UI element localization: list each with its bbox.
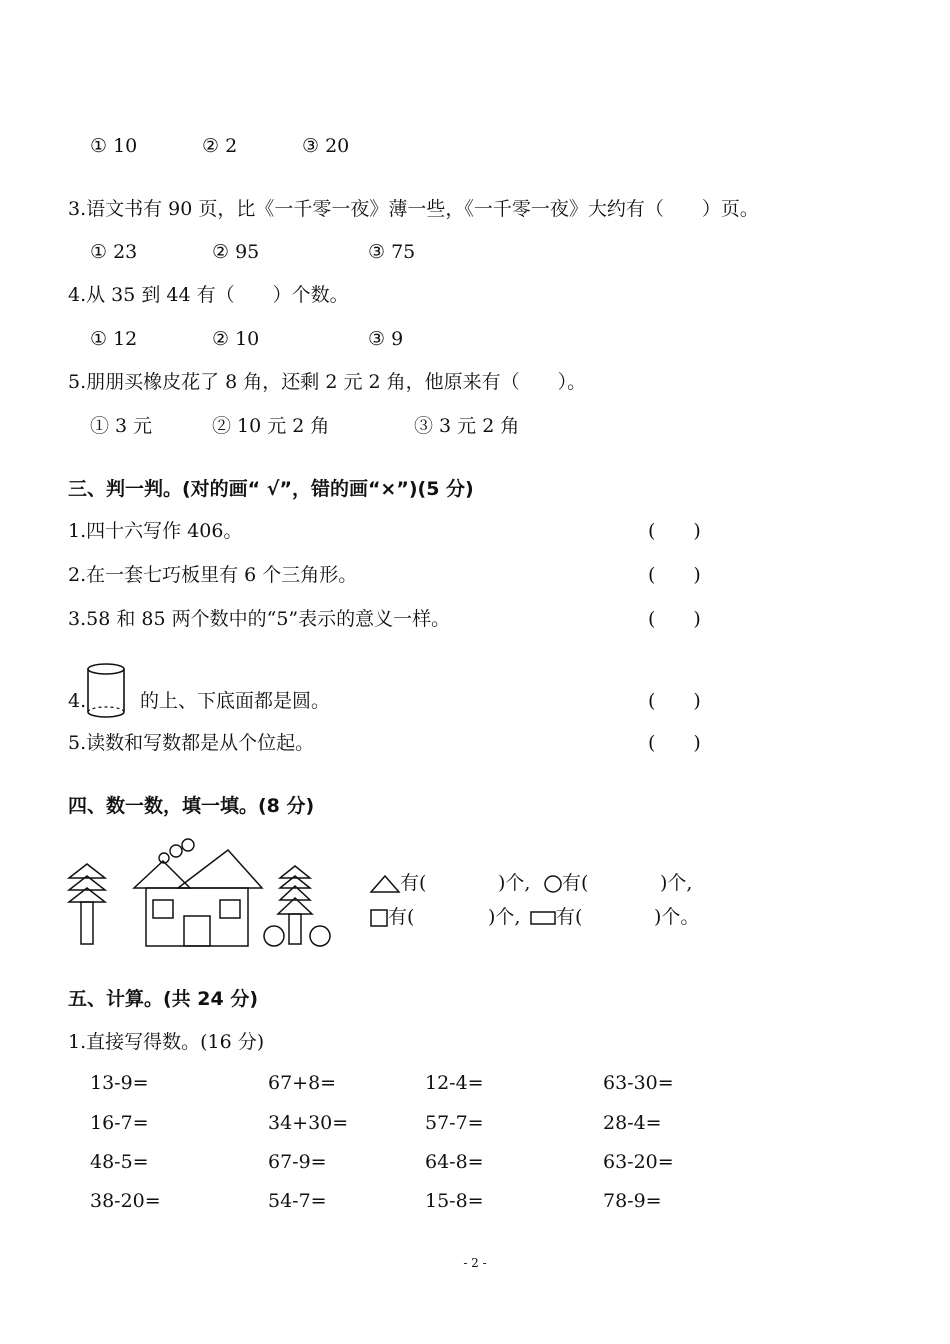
q3-option-3: ③ 75 (368, 241, 416, 263)
q3-option-1: ① 23 (90, 241, 138, 263)
calc-r1-c2: 67+8= (268, 1072, 337, 1094)
square-label: 有( (388, 906, 415, 928)
square-icon (370, 909, 388, 927)
section5-heading: 五、计算。(共 24 分) (68, 988, 259, 1010)
rectangle-label: 有( (556, 906, 583, 928)
section4-heading: 四、数一数，填一填。(8 分) (68, 795, 315, 817)
triangle-label: 有( (400, 872, 427, 894)
s3-item-1-answer[interactable]: ( ) (648, 520, 701, 542)
cylinder-icon (84, 662, 128, 720)
q4-option-2: ② 10 (212, 328, 260, 350)
s3-item-4-num: 4. (68, 690, 87, 712)
ground-circles (264, 926, 330, 946)
q5-option-1: ① 3 元 (90, 415, 153, 437)
left-tree (69, 864, 105, 944)
calc-r2-c3: 57-7= (425, 1112, 484, 1134)
calc-r4-c2: 54-7= (268, 1190, 327, 1212)
q5-option-2: ② 10 元 2 角 (212, 415, 330, 437)
circle-end: )个, (660, 872, 693, 894)
rectangle-icon (530, 911, 556, 925)
calc-r2-c1: 16-7= (90, 1112, 149, 1134)
s3-item-2-answer[interactable]: ( ) (648, 564, 701, 586)
calc-r4-c3: 15-8= (425, 1190, 484, 1212)
q4-option-3: ③ 9 (368, 328, 404, 350)
calc-r1-c1: 13-9= (90, 1072, 149, 1094)
calc-r4-c4: 78-9= (603, 1190, 662, 1212)
calc-r1-c4: 63-30= (603, 1072, 674, 1094)
house-picture (68, 838, 338, 948)
circle-label: 有( (562, 872, 589, 894)
calc-r1-c3: 12-4= (425, 1072, 484, 1094)
s3-item-2: 2.在一套七巧板里有 6 个三角形。 (68, 564, 358, 586)
circle-icon (544, 875, 562, 893)
s3-item-3-answer[interactable]: ( ) (648, 608, 701, 630)
s3-item-4-answer[interactable]: ( ) (648, 690, 701, 712)
q3-text: 3.语文书有 90 页，比《一千零一夜》薄一些，《一千零一夜》大约有（ ）页。 (68, 198, 759, 220)
square-end: )个, (488, 906, 521, 928)
q4-text: 4.从 35 到 44 有（ ）个数。 (68, 284, 349, 306)
calc-r3-c2: 67-9= (268, 1151, 327, 1173)
triangle-icon (370, 875, 400, 893)
q5-text: 5.朋朋买橡皮花了 8 角，还剩 2 元 2 角，他原来有（ ）。 (68, 371, 587, 393)
calc-r3-c4: 63-20= (603, 1151, 674, 1173)
calc-r3-c3: 64-8= (425, 1151, 484, 1173)
triangle-end: )个, (498, 872, 531, 894)
house (134, 850, 262, 946)
section3-heading: 三、判一判。(对的画“ √”，错的画“×”)(5 分) (68, 478, 474, 500)
calc-r3-c1: 48-5= (90, 1151, 149, 1173)
q4-option-1: ① 12 (90, 328, 138, 350)
q2-option-2: ② 2 (202, 135, 238, 157)
q5-option-3: ③ 3 元 2 角 (414, 415, 520, 437)
rectangle-end: )个。 (654, 906, 700, 928)
s3-item-5-answer[interactable]: ( ) (648, 732, 701, 754)
smoke-circles (159, 839, 194, 863)
q3-option-2: ② 95 (212, 241, 260, 263)
calc-r2-c4: 28-4= (603, 1112, 662, 1134)
calc-r4-c1: 38-20= (90, 1190, 161, 1212)
section5-subheading: 1.直接写得数。(16 分) (68, 1031, 265, 1053)
s3-item-1: 1.四十六写作 406。 (68, 520, 243, 542)
q2-option-1: ① 10 (90, 135, 138, 157)
s3-item-3: 3.58 和 85 两个数中的“5”表示的意义一样。 (68, 608, 451, 630)
q2-option-3: ③ 20 (302, 135, 350, 157)
calc-r2-c2: 34+30= (268, 1112, 349, 1134)
page-number: - 2 - (463, 1256, 487, 1270)
s3-item-5: 5.读数和写数都是从个位起。 (68, 732, 315, 754)
s3-item-4: 的上、下底面都是圆。 (140, 690, 331, 712)
